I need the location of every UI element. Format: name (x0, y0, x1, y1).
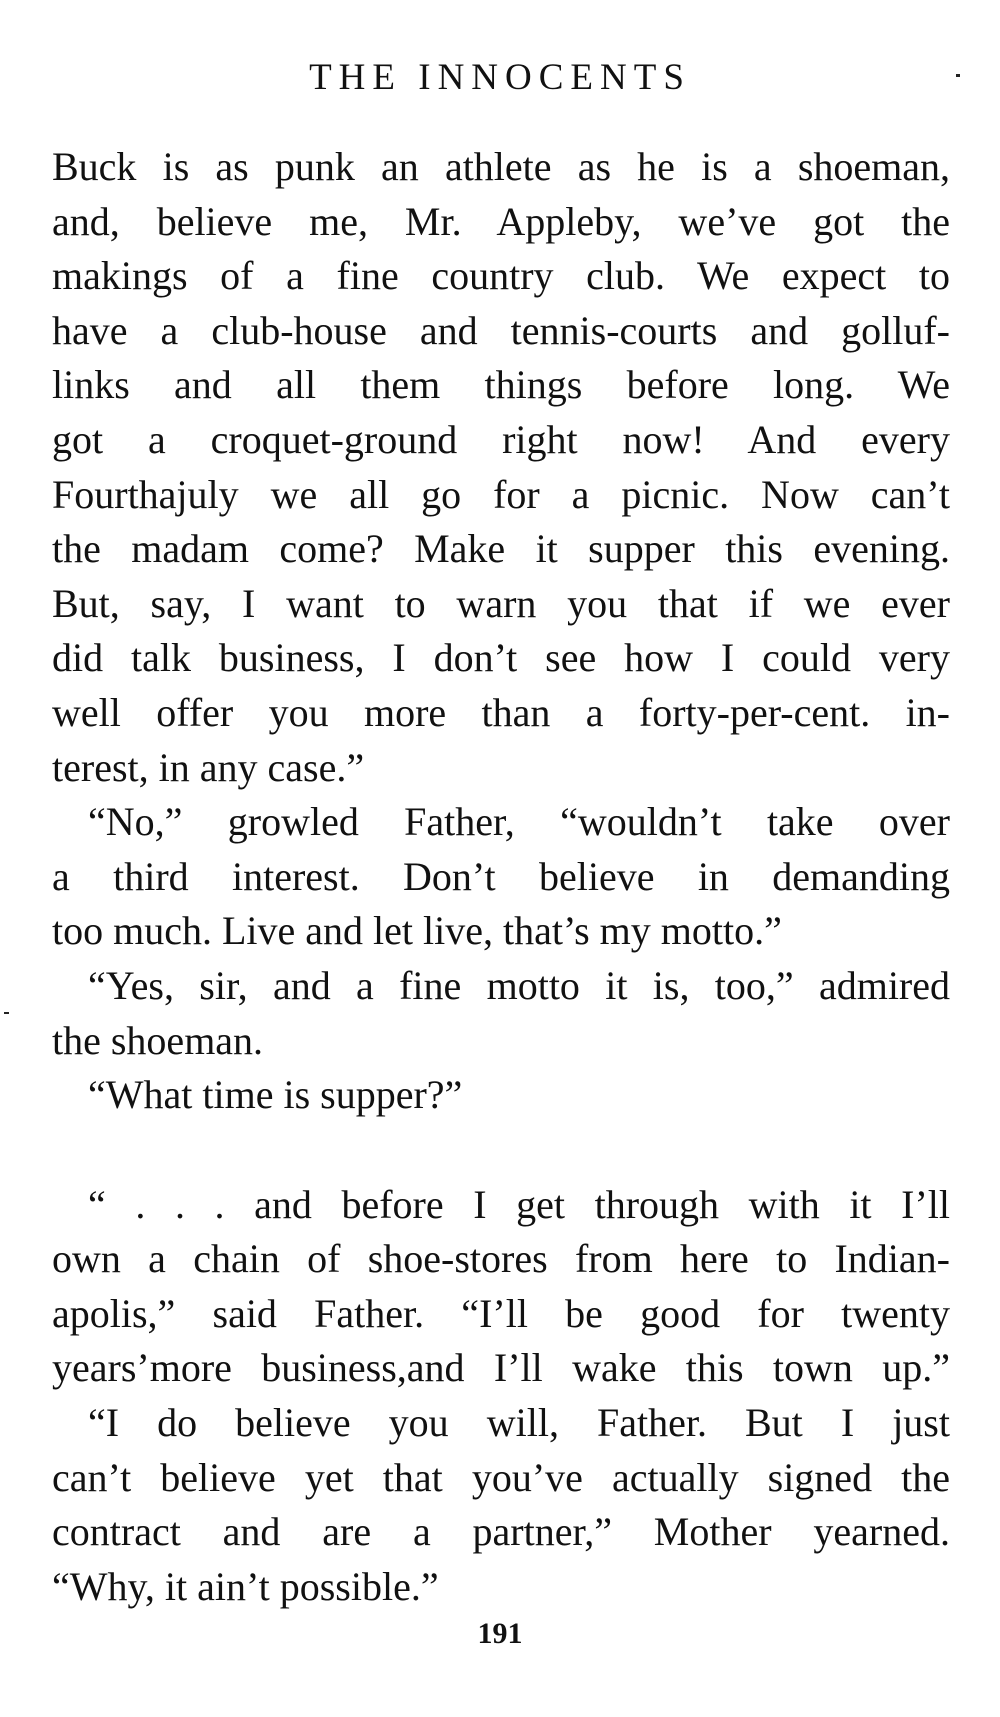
text-line: makings of a fine country club. We expect to (52, 253, 950, 299)
text-line: own a chain of shoe-stores from here to Indian- (52, 1236, 950, 1282)
text-line: Fourthajuly we all go for a picnic. Now can’t (52, 471, 950, 517)
text-line: apolis,” said Father. “I’ll be good for twenty (52, 1290, 950, 1336)
paragraph (52, 1068, 950, 1123)
body-text (52, 140, 950, 1614)
text-line: too much. Live and let live, that’s my motto.” (52, 908, 782, 954)
scan-speck (956, 74, 960, 77)
scan-speck (4, 1012, 9, 1014)
paragraph (52, 140, 950, 795)
running-head: THE INNOCENTS (309, 57, 691, 98)
text-line: “Why, it ain’t possible.” (52, 1563, 439, 1609)
text-line: years’more business,and I’ll wake this town up.” (52, 1345, 950, 1391)
text-line: But, say, I want to warn you that if we ever (52, 580, 950, 626)
text-line: contract and are a partner,” Mother yearned. (52, 1509, 950, 1555)
text-line: “I do believe you will, Father. But I just (88, 1400, 950, 1446)
text-line: links and all them things before long. We (52, 362, 950, 408)
text-line: did talk business, I don’t see how I could very (52, 635, 950, 681)
text-line: the shoeman. (52, 1017, 264, 1063)
paragraph (52, 1178, 950, 1396)
text-line: can’t believe yet that you’ve actually signed the (52, 1454, 950, 1500)
text-line: “ . . . and before I get through with it I’ll (88, 1181, 950, 1227)
text-line: a third interest. Don’t believe in demanding (52, 853, 950, 899)
text-line: well offer you more than a forty-per-cent. in- (52, 689, 950, 735)
paragraph (52, 1396, 950, 1614)
text-line: and, believe me, Mr. Appleby, we’ve got the (52, 198, 950, 244)
text-line: “No,” growled Father, “wouldn’t take over (88, 799, 950, 845)
text-line: “What time is supper?” (88, 1072, 463, 1118)
text-line: got a croquet-ground right now! And every (52, 416, 950, 462)
text-line: Buck is as punk an athlete as he is a shoeman, (52, 144, 950, 189)
text-line: terest, in any case.” (52, 744, 365, 790)
section-break (52, 1123, 950, 1178)
page-number: 191 (477, 1617, 523, 1650)
text-line: have a club-house and tennis-courts and golluf- (52, 307, 950, 353)
paragraph (52, 795, 950, 959)
paragraph (52, 959, 950, 1068)
text-line: the madam come? Make it supper this evening. (52, 526, 950, 572)
text-line: “Yes, sir, and a fine motto it is, too,” admired (88, 962, 950, 1008)
